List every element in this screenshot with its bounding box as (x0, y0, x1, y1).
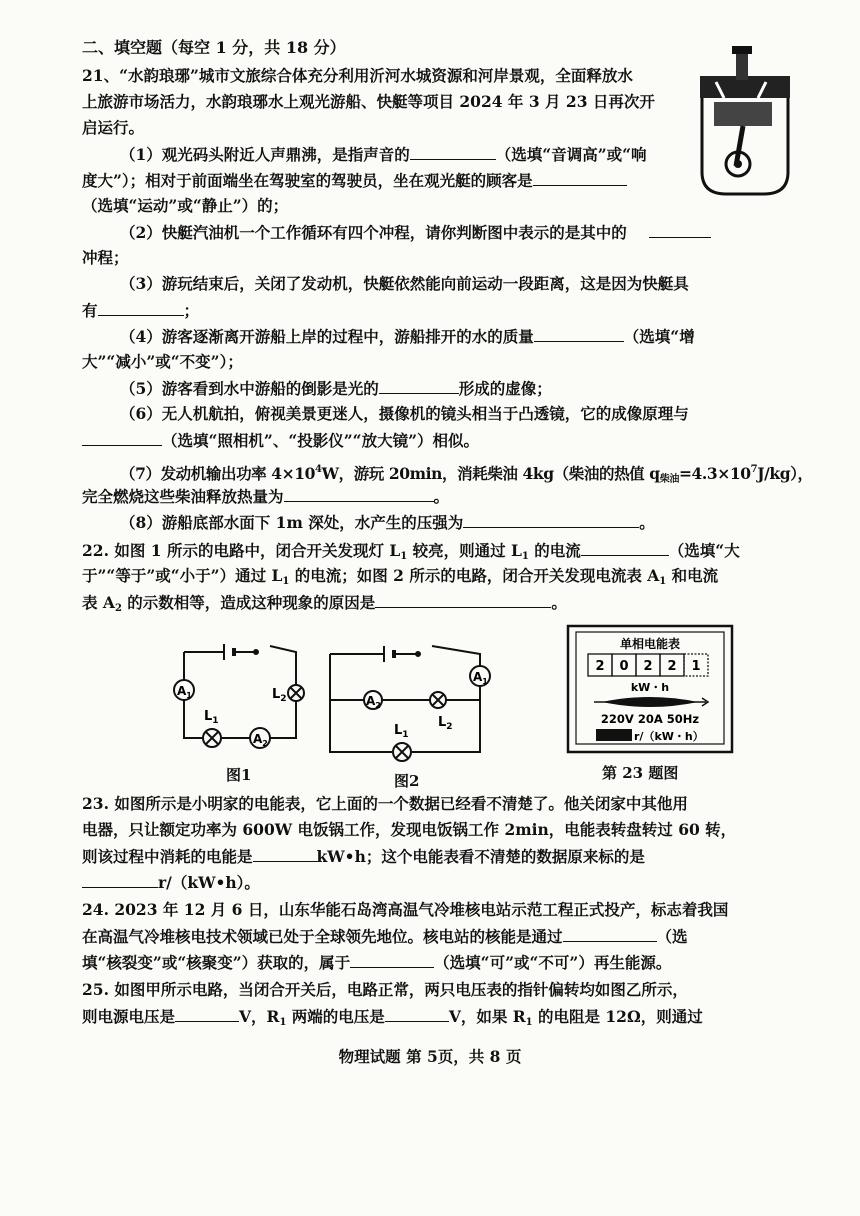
q21-line-2: 上旅游市场活力，水韵琅琊水上观光游船、快艇等项目 2024 年 3 月 23 日再次开 (82, 92, 655, 111)
q24-line-2: 在高温气冷堆核电技术领域已处于全球领先地位。核电站的核能是通过 （选 (82, 927, 688, 946)
blank-answer[interactable] (379, 378, 459, 394)
ammeter-a2-label: $A_2$ (366, 694, 381, 710)
q25-line-2: 则电源电压是 V，$R_1$ 两端的电压是 V，如果 $R_1$ 的电阻是 12Ω，则通过 (82, 1007, 703, 1028)
q21-part1-line: （1）观光码头附近人声鼎沸，是指声音的 （选填“音调高”或“响 (120, 145, 647, 164)
q21-part1-line-3: （选填“运动”或“静止”）的； (82, 196, 289, 215)
q23-line-2: 电器，只让额定功率为 600W 电饭锅工作，发现电饭锅工作 2min，电能表转盘转过 60 转， (82, 820, 737, 839)
q21-part4-line: （4）游客逐渐离开游船上岸的过程中，游船排开的水的质量 （选填“增 (120, 327, 695, 346)
obscured-value-block (596, 729, 632, 741)
blank-answer[interactable] (463, 512, 639, 528)
blank-answer[interactable] (284, 486, 434, 502)
energy-meter-figure (566, 624, 734, 754)
ammeter-a1-label: $A_1$ (473, 670, 488, 686)
blank-answer[interactable] (175, 1006, 239, 1022)
blank-answer[interactable] (649, 222, 711, 238)
q21-part1-line-2: 度大”）；相对于前面端坐在驾驶室的驾驶员，坐在观光艇的顾客是 (82, 170, 627, 191)
q21-part4-line-2: 大”“减小”或“不变”）； (82, 352, 243, 371)
blank-answer[interactable] (533, 170, 627, 186)
meter-spec: 220V 20A 50Hz (600, 712, 700, 726)
fig1-caption: 图1 (226, 766, 252, 784)
q21-part7-line: （7）发动机输出功率 $4\times 10^4W$，游玩 20min，消耗柴油 4kg（柴油的热值 $q_{柴油}=4.3\times 10^7J/kg$）， (120, 464, 813, 485)
q21-line-1: 21、“水韵琅琊”城市文旅综合体充分利用沂河水城资源和河岸景观，全面释放水 (82, 66, 633, 85)
fig23-caption: 第 23 题图 (602, 764, 679, 782)
blank-answer[interactable] (82, 872, 158, 888)
section-title: 二、填空题（每空 1 分，共 18 分） (82, 38, 346, 57)
blank-answer[interactable] (581, 540, 669, 556)
blank-answer[interactable] (563, 926, 657, 942)
q25-line-1: 25. 如图甲所示电路，当闭合开关后，电路正常，两只电压表的指针偏转均如图乙所示， (82, 980, 688, 999)
q22-line-2: 于”“等于”或“小于”）通过 $L_1$ 的电流；如图 2 所示的电路，闭合开关发现电流表 $A_1$ 和电流 (82, 566, 719, 587)
blank-answer[interactable] (98, 300, 184, 316)
blank-answer[interactable] (350, 952, 434, 968)
meter-digit: 2 (643, 659, 653, 674)
circuit-figure-2 (326, 634, 502, 770)
page-footer: 物理试题 第 5页，共 8 页 (338, 1047, 522, 1066)
q21-part2-line-2: 冲程； (82, 248, 129, 267)
engine-stroke-figure (696, 42, 794, 200)
lamp-l2-label: $L_2$ (272, 687, 287, 704)
blank-answer[interactable] (375, 592, 551, 608)
meter-digit: 2 (667, 659, 677, 674)
blank-answer[interactable] (82, 430, 162, 446)
lamp-l1-label: $L_1$ (394, 723, 409, 740)
meter-digit: 0 (619, 659, 629, 674)
q23-line-1: 23. 如图所示是小明家的电能表，它上面的一个数据已经看不清楚了。他关闭家中其他用 (82, 794, 688, 813)
q22-line-1: 22. 如图 1 所示的电路中，闭合开关发现灯 $L_1$ 较亮，则通过 $L_1$ 的电流 （选填“大 (82, 541, 740, 562)
blank-answer[interactable] (410, 144, 496, 160)
fig2-caption: 图2 (394, 772, 420, 790)
q23-line-3: 则该过程中消耗的电能是 kW•h；这个电能表看不清楚的数据原来标的是 (82, 847, 645, 866)
q21-part3-line: （3）游玩结束后，关闭了发动机，快艇依然能向前运动一段距离，这是因为快艇具 (120, 274, 689, 293)
q22-line-3: 表 $A_2$ 的示数相等，造成这种现象的原因是 。 (82, 593, 567, 614)
meter-digit: 2 (595, 659, 605, 674)
meter-digit: 1 (691, 659, 701, 674)
meter-rev-unit: r/（kW・h） (634, 730, 704, 743)
lamp-l2-label: $L_2$ (438, 715, 453, 732)
lamp-l1-label: $L_1$ (204, 709, 219, 726)
q21-part7-line-2: 完全燃烧这些柴油释放热量为 。 (82, 487, 450, 506)
q21-part3-line-2: 有 ； (82, 301, 200, 320)
blank-answer[interactable] (253, 846, 317, 862)
q21-part2-line: （2）快艇汽油机一个工作循环有四个冲程，请你判断图中表示的是其中的 (120, 222, 711, 243)
meter-title: 单相电能表 (619, 637, 681, 651)
q21-part6-line-2: （选填“照相机”、“投影仪”“放大镜”）相似。 (82, 430, 479, 451)
q21-part6-line: （6）无人机航拍，俯视美景更迷人，摄像机的镜头相当于凸透镜，它的成像原理与 (120, 404, 689, 423)
q21-line-3: 启运行。 (82, 118, 145, 137)
q24-line-1: 24. 2023 年 12 月 6 日，山东华能石岛湾高温气冷堆核电站示范工程正式投产，标志着我国 (82, 900, 729, 919)
q21-part5-line: （5）游客看到水中游船的倒影是光的 形成的虚像； (120, 379, 552, 398)
circuit-figure-1 (166, 640, 316, 756)
blank-answer[interactable] (534, 326, 624, 342)
q21-part8-line: （8）游船底部水面下 1m 深处，水产生的压强为 。 (120, 513, 655, 532)
meter-unit: kW・h (630, 681, 670, 694)
ammeter-a2-label: $A_2$ (253, 732, 268, 748)
q24-line-3: 填“核裂变”或“核聚变”）获取的，属于 （选填“可”或“不可”）再生能源。 (82, 953, 672, 972)
ammeter-a1-label: $A_1$ (177, 684, 192, 700)
blank-answer[interactable] (385, 1006, 449, 1022)
q23-line-4: r/（kW•h）。 (82, 872, 260, 893)
